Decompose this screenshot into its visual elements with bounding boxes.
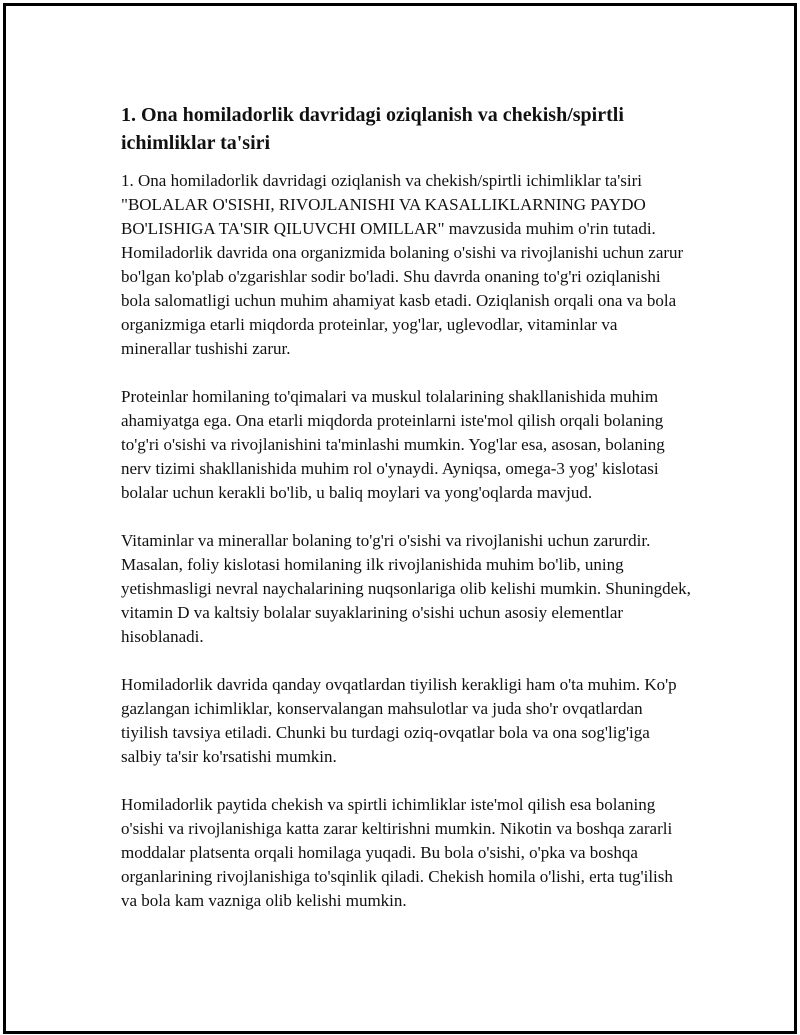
paragraph-3: Vitaminlar va minerallar bolaning to'g'ri o'sishi va rivojlanishi uchun zarurdir. Masalan, foliy kislotasi homilaning ilk rivojlanishida muhim bo'lib, uning yetishmasligi nevral naychalarining nuqsonlariga olib kelishi mumkin. Shuningdek, vitamin D va kaltsiy bolalar suyaklarining o'sishi uchun asosiy elementlar hisoblanadi. bbox=[121, 531, 691, 646]
paragraph-1: 1. Ona homiladorlik davridagi oziqlanish va chekish/spirtli ichimliklar ta'siri "BOLALAR O'SISHI, RIVOJLANISHI VA KASALLIKLARNING PAYDO BO'LISHIGA TA'SIR QILUVCHI OMILLAR" mavzusida muhim o'rin tutadi. Homiladorlik davrida ona organizmida bolaning o'sishi va rivojlanishi uchun zarur bo'lgan ko'plab o'zgarishlar sodir bo'ladi. Shu davrda onaning to'g'ri oziqlanishi bola salomatligi uchun muhim ahamiyat kasb etadi. Oziqlanish orqali ona va bola organizmiga etarli miqdorda proteinlar, yog'lar, uglevodlar, vitaminlar va minerallar tushishi zarur. bbox=[121, 171, 684, 358]
page-frame bbox=[3, 3, 797, 1034]
paragraph-4: Homiladorlik davrida qanday ovqatlardan tiyilish kerakligi ham o'ta muhim. Ko'p gazlangan ichimliklar, konservalangan mahsulotlar va juda sho'r ovqatlardan tiyilish tavsiya etiladi. Chunki bu turdagi oziq-ovqatlar bola va ona sog'lig'iga salbiy ta'sir ko'rsatishi mumkin. bbox=[121, 675, 677, 766]
document-title: 1. Ona homiladorlik davridagi oziqlanish va chekish/spirtli ichimliklar ta'siri bbox=[121, 104, 624, 154]
paragraph-2: Proteinlar homilaning to'qimalari va muskul tolalarining shakllanishida muhim ahamiyatga ega. Ona etarli miqdorda proteinlarni iste'mol qilish orqali bolaning to'g'ri o'sishi va rivojlanishini ta'minlashi mumkin. Yog'lar esa, asosan, bolaning nerv tizimi shakllanishida muhim rol o'ynaydi. Ayniqsa, omega-3 yog' kislotasi bolalar uchun kerakli bo'lib, u baliq moylari va yong'oqlarda mavjud. bbox=[121, 387, 665, 502]
paragraph-5: Homiladorlik paytida chekish va spirtli ichimliklar iste'mol qilish esa bolaning o'sishi va rivojlanishiga katta zarar keltirishni mumkin. Nikotin va boshqa zararli moddalar platsenta orqali homilaga yuqadi. Bu bola o'sishi, o'pka va boshqa organlarining rivojlanishiga to'sqinlik qiladi. Chekish homila o'lishi, erta tug'ilish va bola kam vazniga olib kelishi mumkin. bbox=[121, 795, 673, 910]
document-body bbox=[121, 101, 691, 937]
